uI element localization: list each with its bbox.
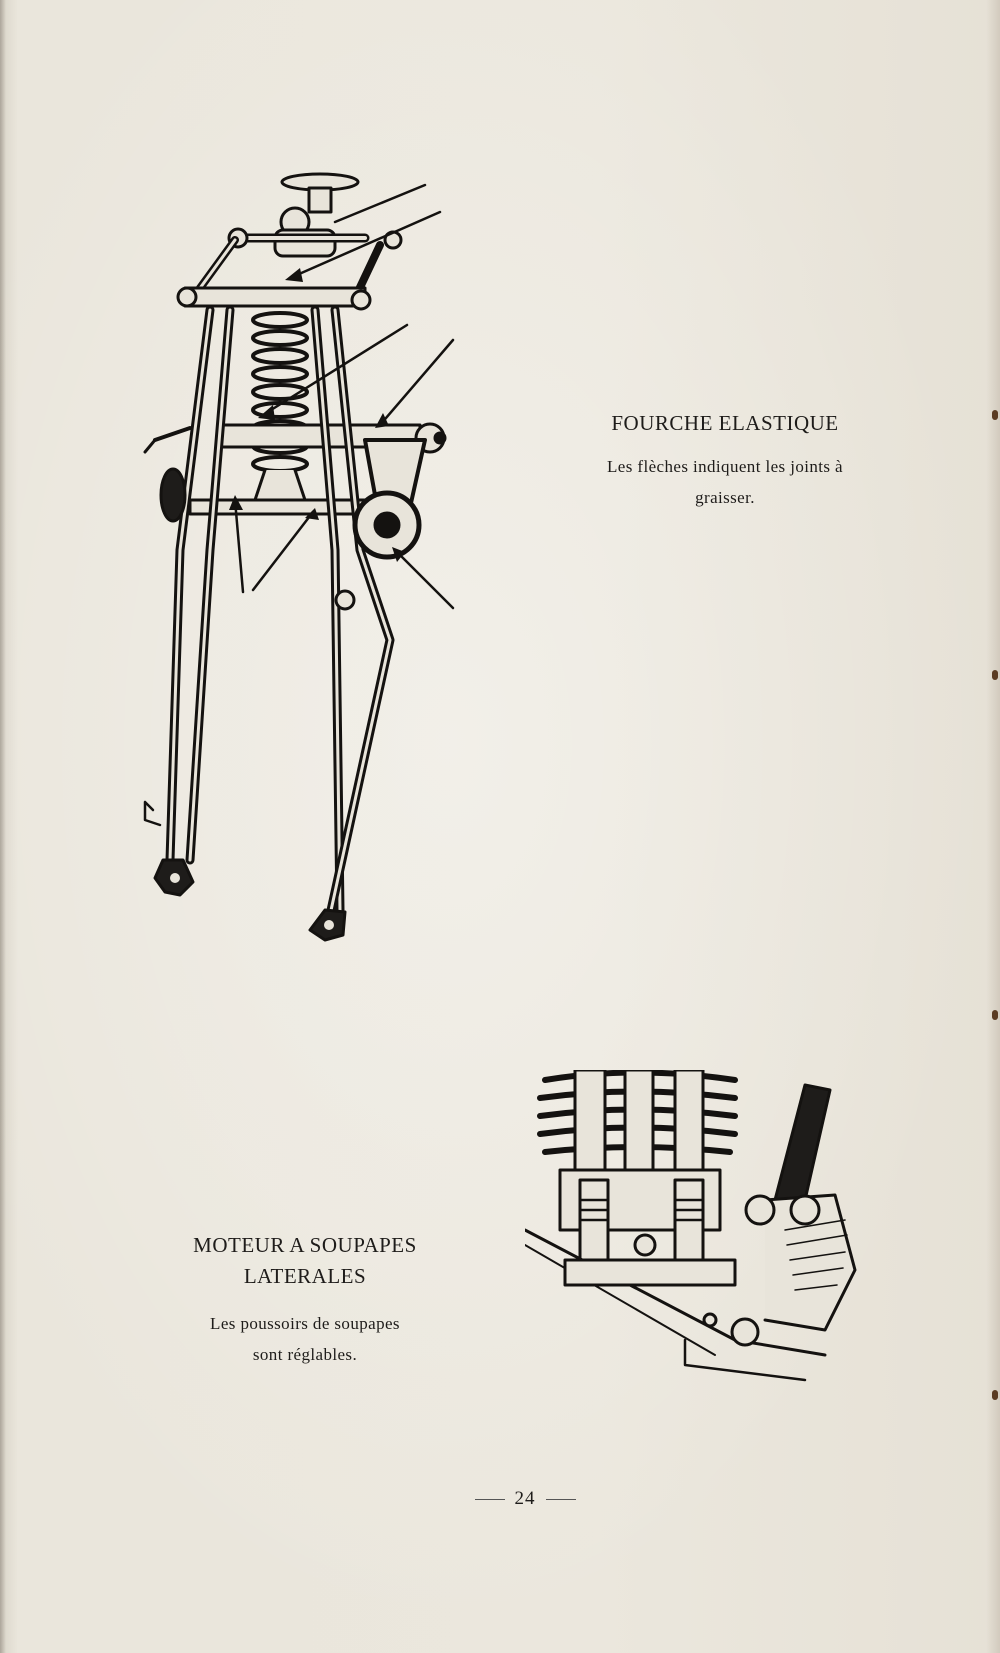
binding-mark bbox=[992, 410, 998, 420]
binding-mark bbox=[992, 1390, 998, 1400]
fork-caption-title: FOURCHE ELASTIQUE bbox=[611, 411, 839, 435]
page-shadow-right bbox=[986, 0, 1000, 1653]
fork-caption-line: Les flèches indiquent les joints à bbox=[607, 457, 843, 476]
page-number bbox=[0, 1488, 1000, 1510]
page-number-dash-left bbox=[475, 1499, 505, 1500]
binding-mark bbox=[992, 1010, 998, 1020]
side-valve-engine-illustration bbox=[525, 1070, 895, 1400]
engine-caption-title bbox=[150, 1230, 460, 1292]
engine-caption-title-line: MOTEUR A SOUPAPES bbox=[193, 1233, 417, 1257]
engine-caption-line: sont réglables. bbox=[252, 1345, 358, 1364]
fork-caption-line: graisser. bbox=[695, 488, 755, 507]
page-number-value: 24 bbox=[514, 1488, 536, 1509]
page-number-dash-right bbox=[546, 1499, 576, 1500]
engine-caption-text bbox=[150, 1308, 460, 1370]
engine-caption-title-line: LATERALES bbox=[243, 1264, 367, 1288]
elastic-fork-illustration bbox=[135, 170, 475, 990]
binding-mark bbox=[992, 670, 998, 680]
fork-caption-text bbox=[560, 451, 890, 513]
engine-caption-line: Les poussoirs de soupapes bbox=[210, 1314, 400, 1333]
page-shadow-left bbox=[0, 0, 6, 1653]
